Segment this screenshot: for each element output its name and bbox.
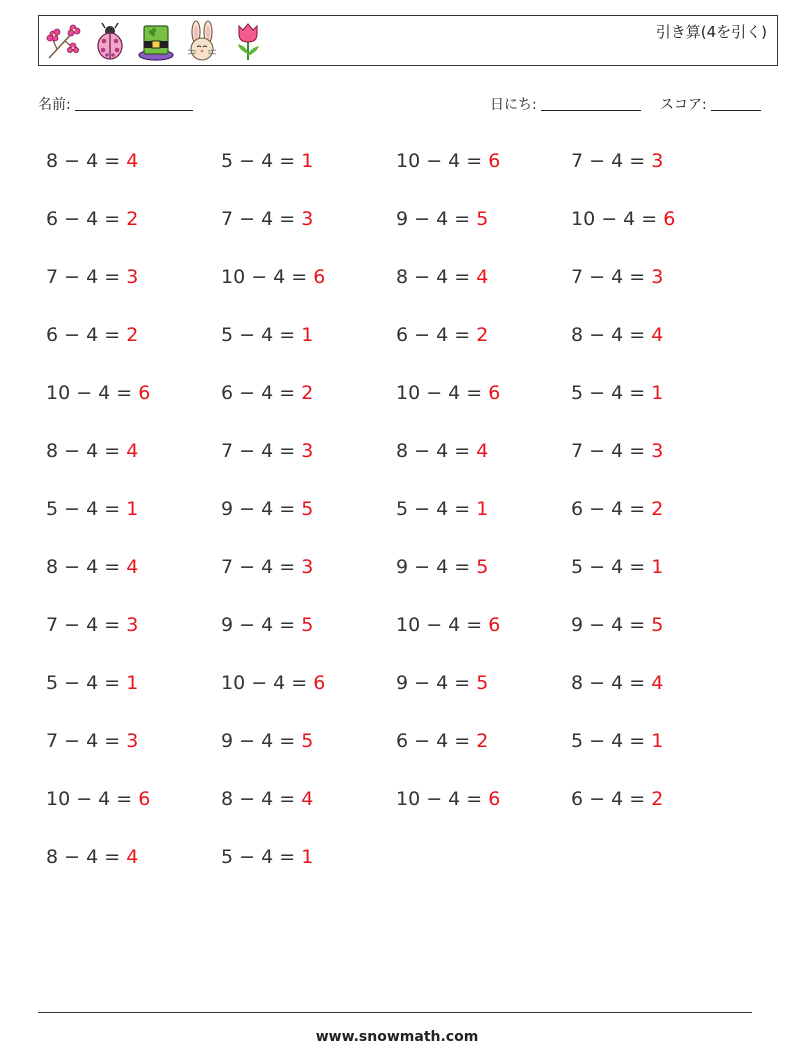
problem-question: 8 − 4 =: [46, 440, 127, 462]
problem-question: 7 − 4 =: [221, 556, 302, 578]
worksheet-title: 引き算(4を引く): [655, 23, 767, 41]
problem-answer: 6: [663, 208, 676, 230]
problem-item: [396, 552, 571, 610]
problem-answer: 2: [651, 788, 664, 810]
problem-item: [571, 494, 746, 552]
problem-item: [46, 726, 221, 784]
problem-answer: 2: [126, 324, 139, 346]
problem-answer: 3: [126, 614, 139, 636]
problem-question: 9 − 4 =: [221, 498, 302, 520]
decoration-icons: [45, 20, 267, 62]
problem-item: [221, 610, 396, 668]
problem-answer: 2: [126, 208, 139, 230]
problem-answer: 4: [126, 846, 139, 868]
problem-question: 6 − 4 =: [221, 382, 302, 404]
problem-answer: 6: [138, 382, 151, 404]
problem-item: [221, 726, 396, 784]
problem-item: [46, 784, 221, 842]
problem-answer: 1: [651, 556, 664, 578]
problem-item: [571, 262, 746, 320]
problem-item: [571, 668, 746, 726]
problem-answer: 4: [301, 788, 314, 810]
problem-question: 5 − 4 =: [396, 498, 477, 520]
problem-question: 8 − 4 =: [571, 672, 652, 694]
problem-question: 10 − 4 =: [221, 672, 314, 694]
problem-question: 7 − 4 =: [571, 150, 652, 172]
problem-question: 8 − 4 =: [571, 324, 652, 346]
flower-branch-icon: [45, 20, 83, 62]
problem-question: 10 − 4 =: [221, 266, 314, 288]
problem-item: [221, 494, 396, 552]
problem-answer: 3: [126, 266, 139, 288]
date-field: [490, 94, 641, 114]
problem-question: 9 − 4 =: [396, 672, 477, 694]
score-field: [660, 94, 761, 114]
problem-question: 5 − 4 =: [221, 150, 302, 172]
problem-answer: 1: [126, 498, 139, 520]
problem-answer: 3: [126, 730, 139, 752]
problem-item: [221, 146, 396, 204]
problem-answer: 6: [488, 150, 501, 172]
problem-question: 10 − 4 =: [396, 150, 489, 172]
name-label: 名前:: [38, 97, 71, 113]
problem-item: [46, 146, 221, 204]
problem-item: [571, 552, 746, 610]
problem-question: 6 − 4 =: [571, 788, 652, 810]
ladybug-icon: [91, 20, 129, 62]
problem-item: [571, 146, 746, 204]
problem-item: [571, 320, 746, 378]
problem-item: [46, 204, 221, 262]
worksheet-header: [38, 15, 778, 66]
problem-answer: 1: [476, 498, 489, 520]
tulip-icon: [229, 20, 267, 62]
problem-question: 7 − 4 =: [46, 730, 127, 752]
problem-question: 10 − 4 =: [396, 614, 489, 636]
problem-answer: 4: [651, 324, 664, 346]
problem-question: 10 − 4 =: [396, 382, 489, 404]
problem-question: 9 − 4 =: [396, 556, 477, 578]
problem-question: 5 − 4 =: [571, 382, 652, 404]
problem-item: [571, 610, 746, 668]
problem-question: 7 − 4 =: [221, 440, 302, 462]
problem-answer: 1: [301, 324, 314, 346]
problem-item: [221, 204, 396, 262]
problem-item: [396, 146, 571, 204]
problem-question: 10 − 4 =: [46, 788, 139, 810]
problem-answer: 6: [313, 672, 326, 694]
problem-question: 6 − 4 =: [396, 324, 477, 346]
problem-question: 7 − 4 =: [221, 208, 302, 230]
problem-answer: 2: [651, 498, 664, 520]
problem-item: [46, 320, 221, 378]
problem-item: [571, 784, 746, 842]
problem-question: 6 − 4 =: [46, 324, 127, 346]
problem-answer: 5: [301, 730, 314, 752]
problem-item: [221, 320, 396, 378]
problem-question: 10 − 4 =: [396, 788, 489, 810]
problem-answer: 2: [476, 730, 489, 752]
problem-answer: 3: [301, 208, 314, 230]
problem-item: [396, 320, 571, 378]
problem-answer: 3: [301, 440, 314, 462]
date-label: 日にち:: [490, 97, 537, 113]
problem-item: [396, 204, 571, 262]
problem-item: [46, 378, 221, 436]
problem-item: [46, 610, 221, 668]
problem-question: 9 − 4 =: [571, 614, 652, 636]
problem-question: 5 − 4 =: [221, 324, 302, 346]
problem-item: [221, 842, 396, 900]
problem-answer: 3: [651, 266, 664, 288]
problem-item: [221, 552, 396, 610]
problem-question: 7 − 4 =: [571, 440, 652, 462]
problem-item: [396, 726, 571, 784]
footer-url: www.snowmath.com: [315, 1029, 479, 1045]
problem-item: [221, 262, 396, 320]
problem-question: 8 − 4 =: [396, 266, 477, 288]
problem-question: 8 − 4 =: [46, 846, 127, 868]
problem-question: 5 − 4 =: [571, 730, 652, 752]
problem-question: 10 − 4 =: [571, 208, 664, 230]
problem-item: [46, 494, 221, 552]
problem-question: 8 − 4 =: [396, 440, 477, 462]
problem-answer: 5: [301, 498, 314, 520]
problem-answer: 3: [651, 440, 664, 462]
problem-answer: 5: [476, 556, 489, 578]
problem-item: [396, 784, 571, 842]
problem-answer: 6: [138, 788, 151, 810]
date-blank[interactable]: [541, 96, 641, 111]
problem-question: 8 − 4 =: [221, 788, 302, 810]
problem-question: 5 − 4 =: [221, 846, 302, 868]
problem-question: 5 − 4 =: [571, 556, 652, 578]
name-blank[interactable]: [75, 96, 193, 111]
problem-item: [46, 668, 221, 726]
problem-item: [46, 842, 221, 900]
problem-question: 8 − 4 =: [46, 150, 127, 172]
problem-item: [46, 552, 221, 610]
problem-answer: 4: [126, 556, 139, 578]
problem-answer: 4: [476, 266, 489, 288]
score-blank[interactable]: [711, 96, 761, 111]
problem-answer: 4: [126, 150, 139, 172]
problem-answer: 5: [651, 614, 664, 636]
problem-answer: 2: [301, 382, 314, 404]
problem-item: [396, 668, 571, 726]
problem-item: [221, 378, 396, 436]
problem-answer: 5: [476, 672, 489, 694]
name-field: [38, 94, 193, 114]
problem-answer: 4: [651, 672, 664, 694]
footer-divider: [38, 1012, 752, 1013]
problem-answer: 1: [651, 730, 664, 752]
problem-item: [396, 436, 571, 494]
bunny-face-icon: [183, 20, 221, 62]
problem-answer: 1: [126, 672, 139, 694]
problem-question: 7 − 4 =: [46, 266, 127, 288]
problem-item: [396, 610, 571, 668]
problem-question: 5 − 4 =: [46, 672, 127, 694]
problem-answer: 6: [488, 382, 501, 404]
problem-answer: 4: [126, 440, 139, 462]
problem-item: [221, 436, 396, 494]
problem-question: 5 − 4 =: [46, 498, 127, 520]
problem-question: 9 − 4 =: [221, 614, 302, 636]
problem-answer: 4: [476, 440, 489, 462]
problem-item: [396, 262, 571, 320]
problem-item: [221, 668, 396, 726]
problem-question: 6 − 4 =: [396, 730, 477, 752]
problem-item: [396, 494, 571, 552]
score-label: スコア:: [660, 97, 707, 113]
problem-item: [571, 378, 746, 436]
problem-answer: 5: [301, 614, 314, 636]
problem-question: 9 − 4 =: [221, 730, 302, 752]
problem-answer: 2: [476, 324, 489, 346]
problem-answer: 1: [651, 382, 664, 404]
problem-question: 8 − 4 =: [46, 556, 127, 578]
problem-grid: [46, 146, 746, 900]
problem-question: 6 − 4 =: [46, 208, 127, 230]
problem-question: 7 − 4 =: [571, 266, 652, 288]
problem-item: [396, 378, 571, 436]
problem-answer: 6: [488, 614, 501, 636]
problem-item: [571, 436, 746, 494]
problem-question: 9 − 4 =: [396, 208, 477, 230]
problem-item: [221, 784, 396, 842]
problem-question: 10 − 4 =: [46, 382, 139, 404]
problem-answer: 6: [488, 788, 501, 810]
problem-item: [46, 436, 221, 494]
problem-answer: 3: [301, 556, 314, 578]
problem-answer: 6: [313, 266, 326, 288]
problem-answer: 3: [651, 150, 664, 172]
green-top-hat-icon: [137, 20, 175, 62]
problem-answer: 1: [301, 150, 314, 172]
problem-item: [46, 262, 221, 320]
problem-answer: 5: [476, 208, 489, 230]
problem-question: 6 − 4 =: [571, 498, 652, 520]
problem-question: 7 − 4 =: [46, 614, 127, 636]
problem-item: [571, 204, 746, 262]
problem-answer: 1: [301, 846, 314, 868]
problem-item: [571, 726, 746, 784]
